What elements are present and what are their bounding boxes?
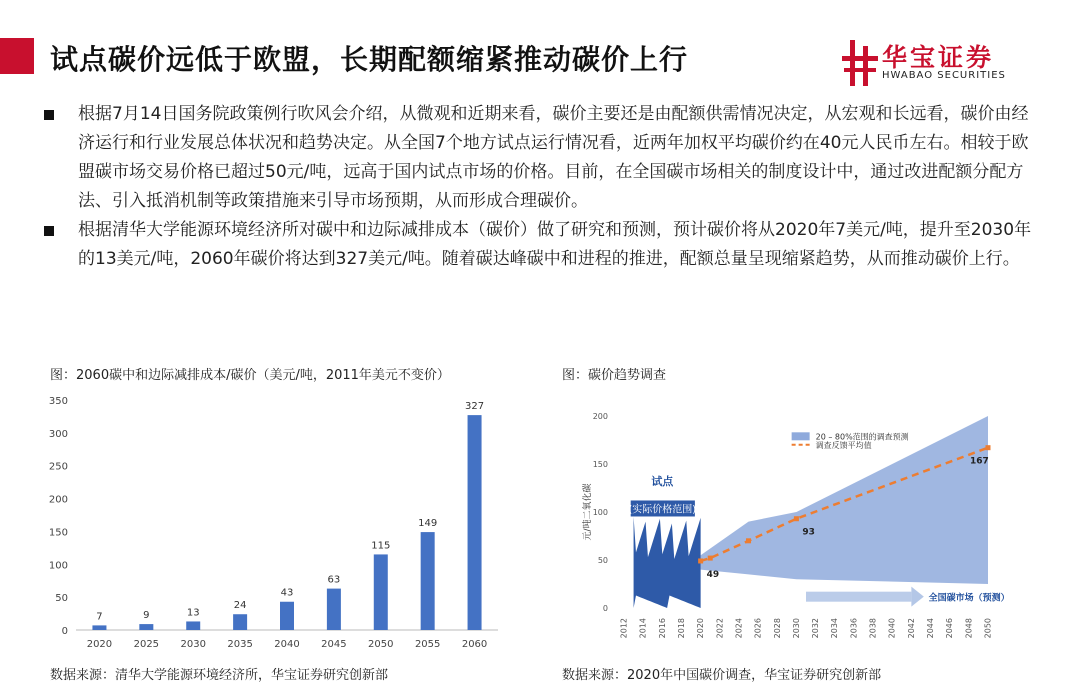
trend-data-label: 49 xyxy=(706,569,720,580)
x-tick-label: 2020 xyxy=(696,618,706,639)
x-tick-label: 2038 xyxy=(868,618,878,639)
x-tick-label: 2030 xyxy=(180,639,206,650)
y-tick-label: 50 xyxy=(55,593,68,605)
trend-chart xyxy=(574,396,1014,656)
x-tick-label: 2060 xyxy=(461,639,488,650)
bullet-list xyxy=(40,100,1040,274)
x-tick-label: 2028 xyxy=(772,618,782,639)
bar-data-label: 115 xyxy=(371,540,391,552)
x-tick-label: 2040 xyxy=(887,618,897,639)
x-tick-label: 2045 xyxy=(321,639,347,650)
y-tick-label: 250 xyxy=(48,461,68,473)
bar xyxy=(233,614,247,630)
y-tick-label: 350 xyxy=(48,396,68,407)
right-figure-source: 数据来源：2020年中国碳价调查，华宝证券研究创新部 xyxy=(562,668,882,683)
trend-point xyxy=(986,445,991,450)
x-tick-label: 2020 xyxy=(86,639,113,650)
x-tick-label: 2042 xyxy=(906,618,916,639)
logo-en-text: HWABAO SECURITIES xyxy=(882,70,1006,81)
x-tick-label: 2050 xyxy=(983,618,993,639)
bullet-square-icon xyxy=(44,110,54,120)
x-tick-label: 2022 xyxy=(715,618,725,639)
x-tick-label: 2030 xyxy=(791,618,801,639)
bar xyxy=(421,532,435,630)
x-tick-label: 2012 xyxy=(619,618,629,639)
hwabao-logo-icon xyxy=(842,40,878,86)
y-tick-label: 200 xyxy=(48,494,68,506)
x-tick-label: 2025 xyxy=(133,639,160,650)
title-accent-bar xyxy=(0,38,34,74)
x-tick-label: 2048 xyxy=(964,618,974,639)
brand-logo xyxy=(842,38,1042,88)
logo-cn-text: 华宝证券 xyxy=(882,43,995,72)
x-tick-label: 2014 xyxy=(638,618,648,639)
y-tick-label: 150 xyxy=(48,527,68,539)
bar-data-label: 13 xyxy=(186,607,200,619)
x-tick-label: 2034 xyxy=(830,618,840,639)
national-market-label: 全国碳市场（预测） xyxy=(928,593,1010,604)
x-tick-label: 2050 xyxy=(368,639,394,650)
bar-data-label: 327 xyxy=(465,401,485,413)
page-title: 试点碳价远低于欧盟，长期配额缩紧推动碳价上行 xyxy=(50,43,689,76)
header xyxy=(0,0,1080,96)
bullet-item: 根据7月14日国务院政策例行吹风会介绍，从微观和近期来看，碳价主要还是由配额供需情况决定，从宏观和长远看，碳价由经济运行和行业发展总体状况和趋势决定。从全国7个地方试点运行情况看，近两年加权平均碳价约在40元人民币左右。相较于欧盟碳市场交易价格已超过50元/吨，远高于国内试点市场的价格。目前，在全国碳市场相关的制度设计中，通过改进配额分配方法、引入抵消机制等政策措施来引导市场预期，从而形成合理碳价。 xyxy=(40,100,1040,216)
legend-band-swatch xyxy=(792,432,810,440)
y-tick-label: 100 xyxy=(48,560,68,572)
bullet-square-icon xyxy=(44,226,54,236)
trend-data-label: 93 xyxy=(802,527,815,538)
pilot-sublabel: (实际价格范围) xyxy=(628,504,697,516)
bar xyxy=(327,589,341,630)
bullet-item: 根据清华大学能源环境经济所对碳中和边际减排成本（碳价）做了研究和预测，预计碳价将从2020年7美元/吨，提升至2030年的13美元/吨，2060年碳价将达到327美元/吨。随着碳达峰碳中和进程的推进，配额总量呈现缩紧趋势，从而推动碳价上行。 xyxy=(40,216,1040,274)
x-tick-label: 2035 xyxy=(227,639,253,650)
trend-point xyxy=(746,538,751,543)
bar-data-label: 7 xyxy=(96,611,103,623)
national-arrow-icon xyxy=(911,587,923,607)
x-tick-label: 2026 xyxy=(753,618,763,639)
x-tick-label: 2024 xyxy=(734,618,744,639)
y-tick-label: 200 xyxy=(592,412,608,421)
bar-data-label: 9 xyxy=(143,610,150,622)
bar-data-label: 63 xyxy=(327,574,341,586)
legend-line-label: 调查反馈平均值 xyxy=(815,440,872,450)
bar xyxy=(468,415,482,630)
y-tick-label: 100 xyxy=(592,508,608,517)
y-tick-label: 0 xyxy=(602,604,608,613)
bar-data-label: 24 xyxy=(233,600,247,612)
y-tick-label: 0 xyxy=(61,626,68,637)
y-tick-label: 150 xyxy=(592,460,608,469)
bar xyxy=(280,602,294,630)
bar-chart xyxy=(36,388,506,658)
bar xyxy=(139,624,153,630)
trend-data-label: 167 xyxy=(970,456,989,467)
pilot-label: 试点 xyxy=(651,475,674,489)
bar xyxy=(374,554,388,630)
bar-data-label: 43 xyxy=(280,587,294,599)
trend-point xyxy=(698,558,703,563)
y-tick-label: 50 xyxy=(597,556,608,565)
pilot-price-range-area xyxy=(634,517,701,608)
x-tick-label: 2016 xyxy=(657,618,667,639)
bar-data-label: 149 xyxy=(418,518,438,530)
y-tick-label: 300 xyxy=(48,428,68,440)
national-arrow-body xyxy=(806,592,911,602)
right-figure-caption: 图：碳价趋势调查 xyxy=(562,368,667,383)
left-figure-caption: 图：2060碳中和边际减排成本/碳价（美元/吨，2011年美元不变价） xyxy=(50,368,450,383)
x-tick-label: 2018 xyxy=(676,618,686,639)
x-tick-label: 2044 xyxy=(926,618,936,639)
bar xyxy=(186,621,200,630)
x-tick-label: 2046 xyxy=(945,618,955,639)
x-tick-label: 2032 xyxy=(811,618,821,639)
x-tick-label: 2055 xyxy=(414,639,441,650)
x-tick-label: 2036 xyxy=(849,618,859,639)
bar xyxy=(92,625,106,630)
x-tick-label: 2040 xyxy=(274,639,300,650)
left-figure-source: 数据来源：清华大学能源环境经济所，华宝证券研究创新部 xyxy=(50,668,389,683)
y-axis-label: 元/吨二氧化碳 xyxy=(583,483,593,541)
trend-point xyxy=(794,516,799,521)
trend-point xyxy=(708,556,713,561)
legend-band-label: 20 – 80%范围的调查预测 xyxy=(815,432,909,442)
